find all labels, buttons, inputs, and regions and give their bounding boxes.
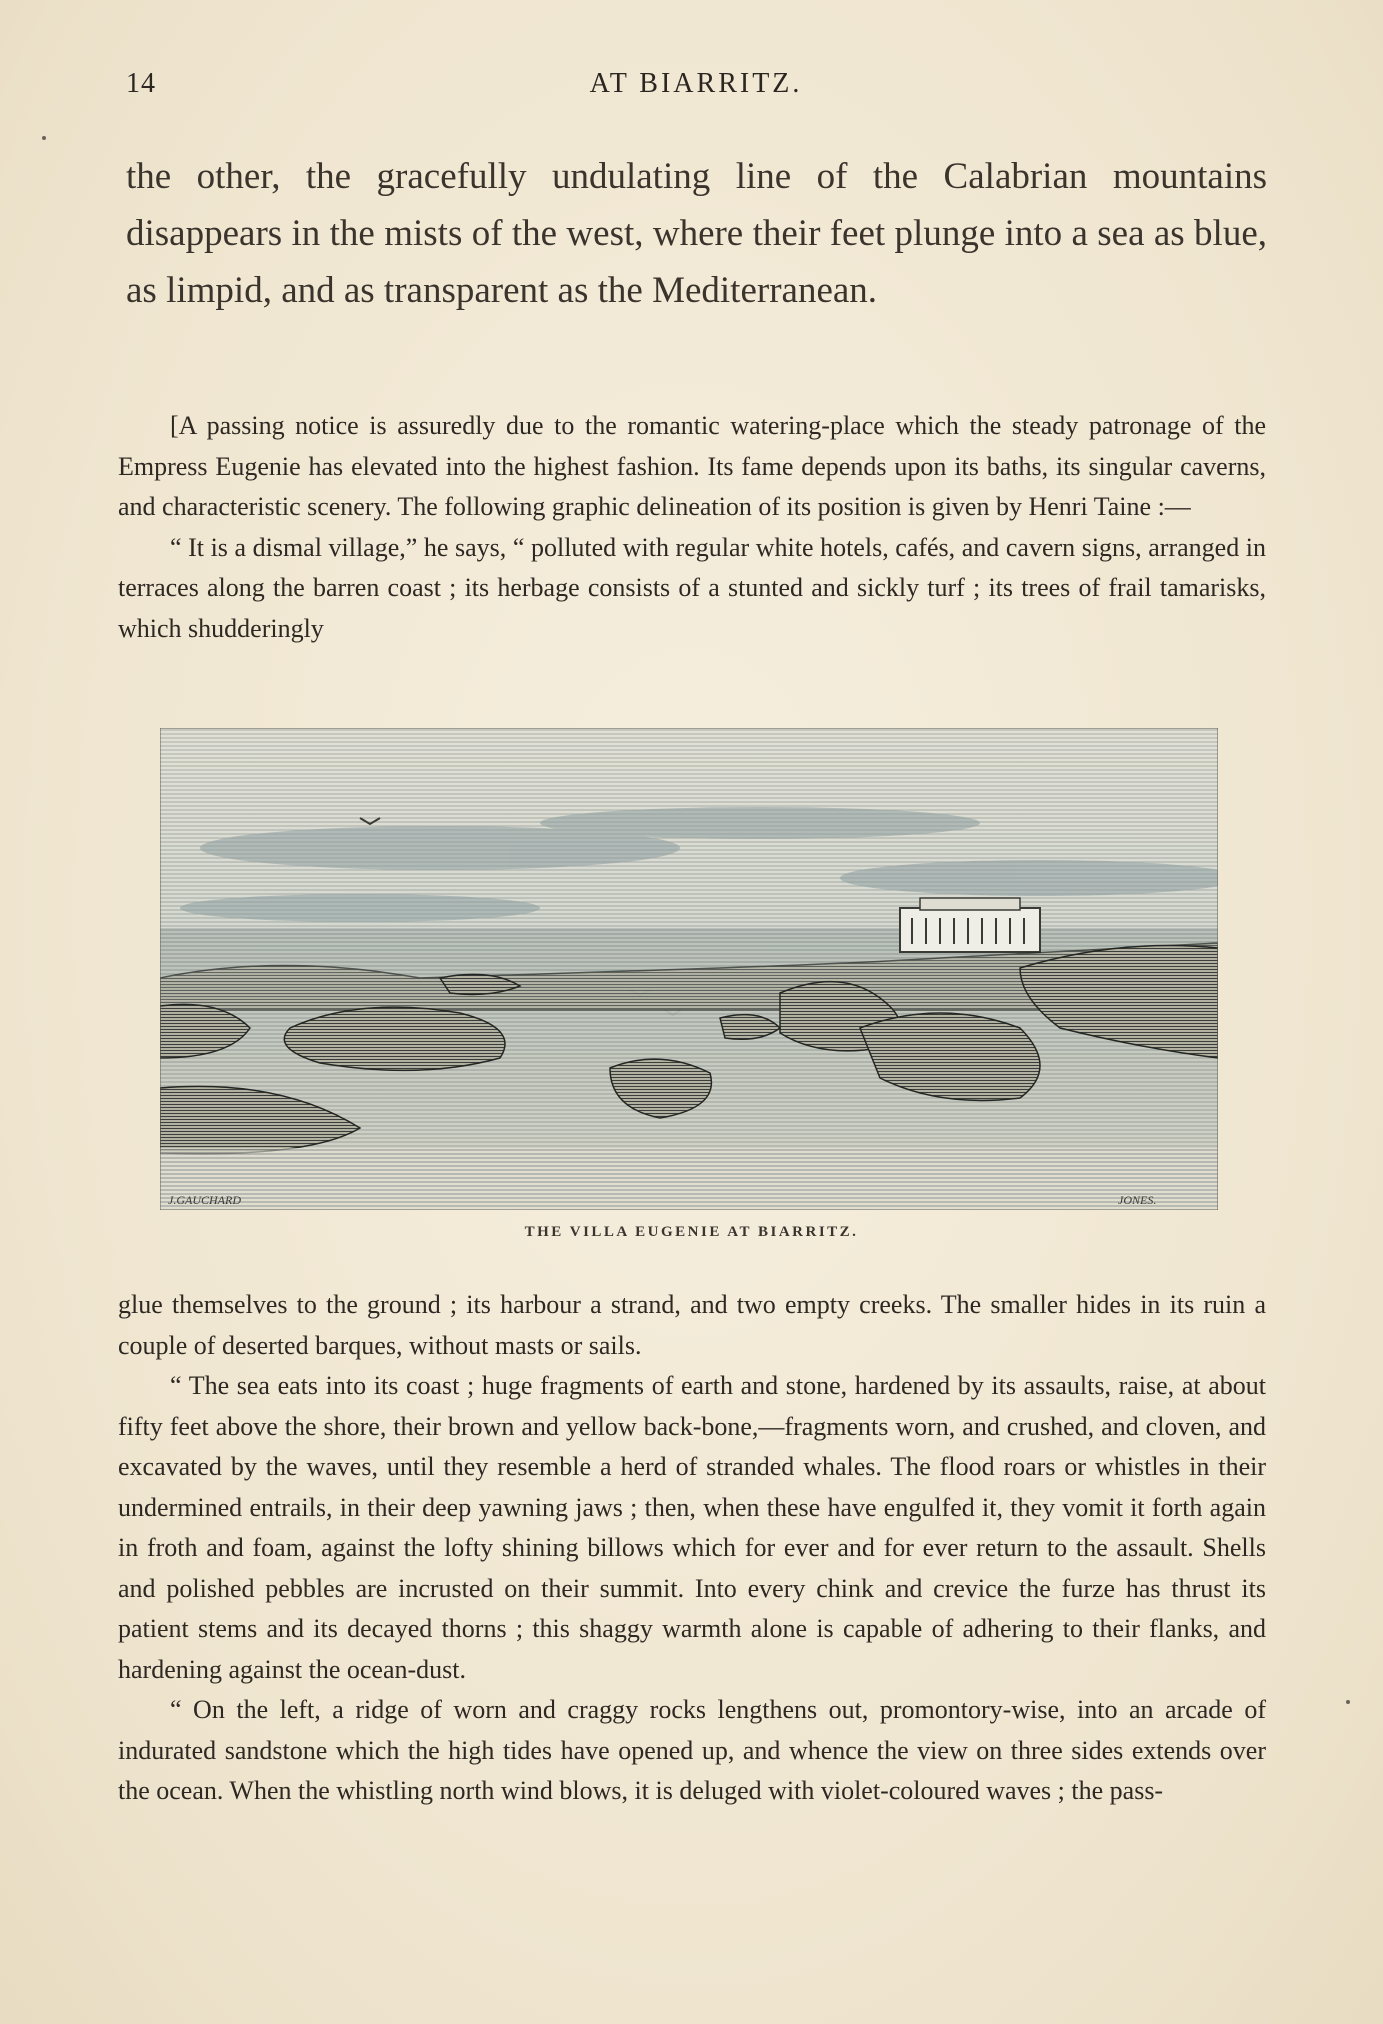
lead-paragraph: the other, the gracefully undulating line of the Calabrian mountains disappears in the mists of the west, where their feet plunge into a sea as blue, as limpid, and as transparent as the Mediterranean. [126, 156, 1267, 311]
sea-coast-paragraph: “ The sea eats into its coast ; huge fragments of earth and stone, hardened by its assaults, raise, at about fifty feet above the shore, their brown and yellow back-bone,—fragments worn, and crushed, and cloven, and excavated by the waves, until they resemble a herd of stranded whales. The flood roars or whistles in their undermined entrails, in their deep yawning jaws ; then, when these have engulfed it, they vomit it forth again in froth and foam, against the lofty shining billows which for ever and for ever return to the assault. Shells and polished pebbles are incrusted on their summit. Into every chink and crevice the furze has thrust its patient stems and its decayed thorns ; this shaggy warmth alone is capable of adhering to their flanks, and hardening against the ocean-dust. [118, 1371, 1266, 1684]
section-before-figure [118, 406, 1266, 649]
running-head [126, 68, 1266, 104]
running-title: AT BIARRITZ. [589, 68, 803, 99]
engraver-signature-left: J.GAUCHARD [168, 1193, 241, 1207]
taine-intro-paragraph: [A passing notice is assuredly due to the romantic watering-place which the steady patronage of the Empress Eugenie has elevated into the highest fashion. Its fame depends upon its baths, its singular caverns, and characteristic scenery. The following graphic delineation of its position is given by Henri Taine :— [118, 411, 1266, 521]
paper-speck [42, 136, 46, 140]
villa-eugenie-building [900, 898, 1040, 952]
figure-caption: THE VILLA EUGENIE AT BIARRITZ. [524, 1224, 859, 1240]
lead-paragraph-block [126, 148, 1267, 319]
continuation-paragraph: glue themselves to the ground ; its harbour a strand, and two empty creeks. The smaller hides in its ruin a couple of deserted barques, without masts or sails. [118, 1290, 1266, 1360]
taine-quote-paragraph: “ It is a dismal village,” he says, “ polluted with regular white hotels, cafés, and cavern signs, arranged in terraces along the barren coast ; its herbage consists of a stunted and sickly turf ; its trees of frail tamarisks, which shudderingly [118, 532, 1266, 643]
engraving-villa-eugenie [160, 728, 1218, 1210]
left-ridge-paragraph: “ On the left, a ridge of worn and craggy rocks lengthens out, promontory-wise, into an arcade of indurated sandstone which the high tides have opened up, and whence the view on three sides extends over the ocean. When the whistling north wind blows, it is deluged with violet-coloured waves ; the pass- [118, 1695, 1266, 1805]
page-number: 14 [126, 68, 156, 99]
section-after-figure [118, 1285, 1266, 1812]
paper-speck [1346, 1700, 1350, 1704]
engraver-signature-right: JONES. [1118, 1193, 1157, 1207]
